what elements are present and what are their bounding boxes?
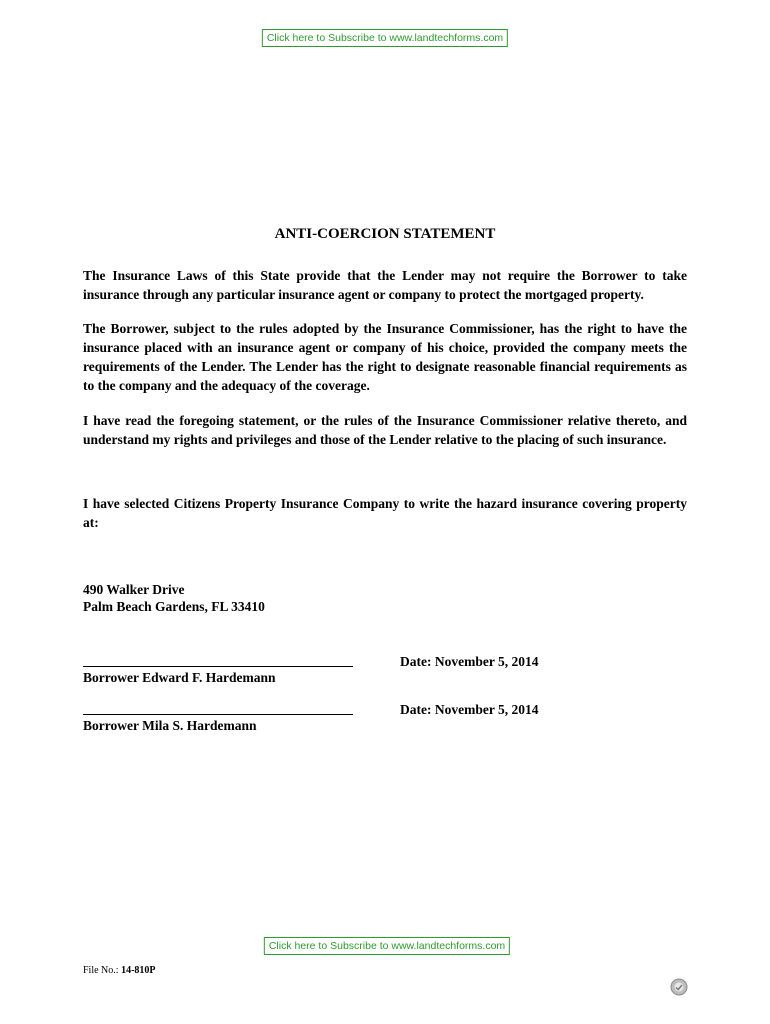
address-line-2: Palm Beach Gardens, FL 33410 — [83, 599, 265, 614]
signature-line[interactable] — [83, 666, 353, 667]
file-number-label: File No.: — [83, 965, 119, 976]
file-number-value: 14-810P — [121, 965, 156, 976]
document-title: ANTI-COERCION STATEMENT — [274, 226, 496, 242]
signature-line[interactable] — [83, 714, 353, 715]
paragraph-insurance-laws: The Insurance Laws of this State provide that the Lender may not require the Borrower to take insurance through any particular insurance agent or company to protect the mortgaged property. — [83, 268, 687, 302]
signature-block-2 — [83, 714, 353, 734]
address-line-1: 490 Walker Drive — [83, 582, 185, 597]
badge-icon[interactable] — [670, 978, 688, 996]
subscribe-link-bottom[interactable]: Click here to Subscribe to www.landtechforms.com — [264, 937, 510, 955]
signature-date: Date: November 5, 2014 — [400, 654, 539, 669]
paragraph-borrower-rights: The Borrower, subject to the rules adopted by the Insurance Commissioner, has the right to have the insurance placed with an insurance agent or company of his choice, provided the company meets the requirements of the Lender. The Lender has the right to designate reasonable financial requirements as to the company and the adequacy of the coverage. — [83, 321, 687, 393]
paragraph-acknowledgement: I have read the foregoing statement, or the rules of the Insurance Commissioner relative thereto, and understand my rights and privileges and those of the Lender relative to the placing of such insurance. — [83, 413, 687, 447]
file-number — [83, 965, 156, 976]
property-address — [83, 581, 265, 615]
signature-block-1 — [83, 666, 353, 686]
borrower-name: Borrower Edward F. Hardemann — [83, 670, 276, 685]
signature-date: Date: November 5, 2014 — [400, 702, 539, 717]
borrower-name: Borrower Mila S. Hardemann — [83, 718, 257, 733]
subscribe-link-top[interactable]: Click here to Subscribe to www.landtechforms.com — [262, 29, 508, 47]
paragraph-insurer-selection: I have selected Citizens Property Insurance Company to write the hazard insurance covering property at: — [83, 496, 687, 530]
